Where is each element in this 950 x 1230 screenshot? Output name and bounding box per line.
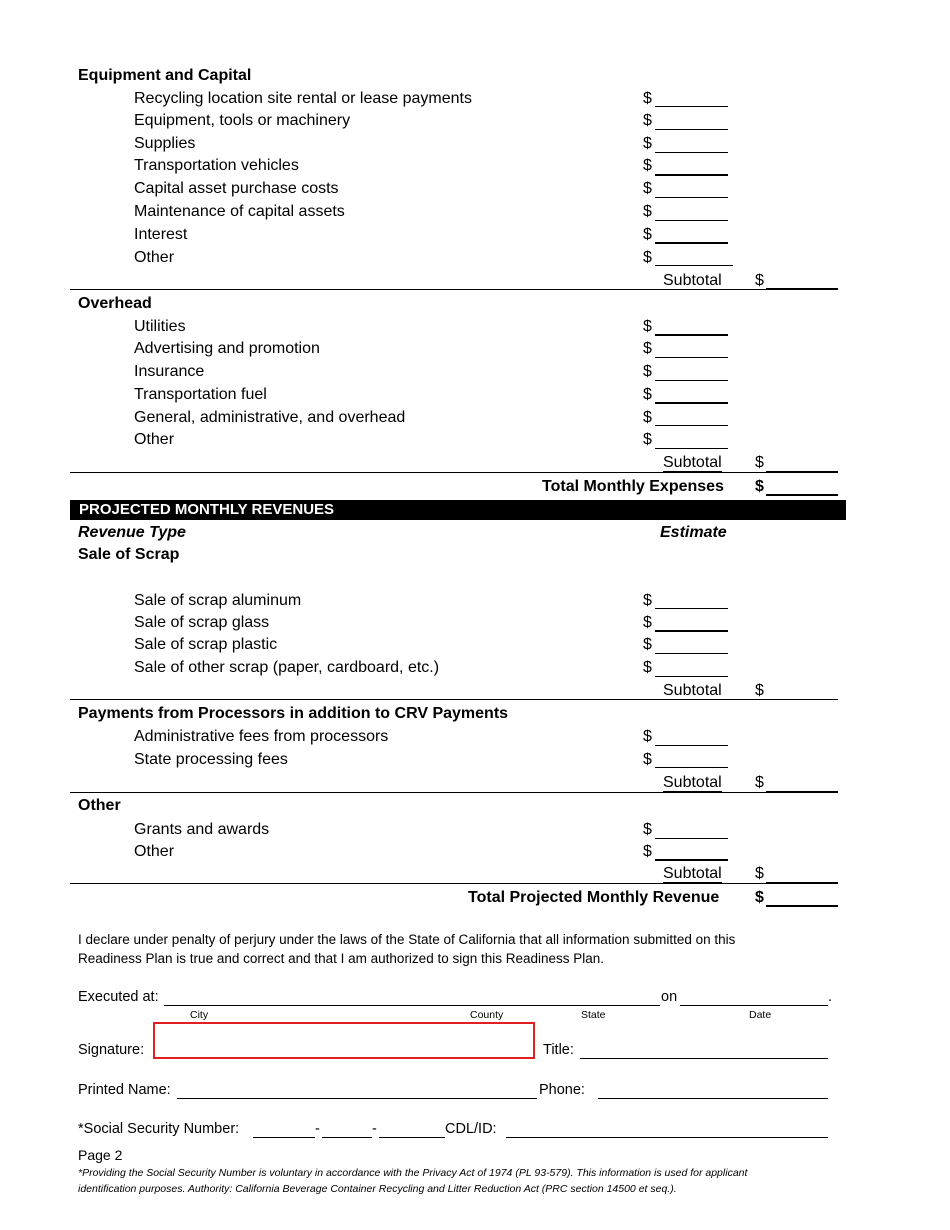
expense-label: Equipment, tools or machinery — [134, 112, 351, 129]
expense-label: Transportation vehicles — [134, 157, 299, 174]
amount-field-line[interactable] — [655, 653, 728, 654]
section-title-processors: Payments from Processors in addition to CRV Payments — [78, 705, 509, 722]
section-divider — [70, 472, 838, 473]
amount-field-line[interactable] — [655, 129, 728, 130]
dollar-sign: $ — [643, 112, 652, 129]
expense-label: Capital asset purchase costs — [134, 180, 339, 197]
expense-label: Recycling location site rental or lease payments — [134, 90, 472, 107]
executed-at-field[interactable] — [164, 1005, 660, 1006]
section-divider — [70, 883, 838, 884]
revenue-label: Administrative fees from processors — [134, 728, 389, 745]
column-header-revenue-type: Revenue Type — [78, 524, 186, 541]
signature-label: Signature: — [78, 1042, 145, 1058]
revenue-label: Sale of scrap plastic — [134, 636, 278, 653]
total-expenses-field-line[interactable] — [766, 494, 838, 496]
dollar-sign: $ — [643, 386, 652, 403]
amount-field-line[interactable] — [655, 152, 728, 153]
phone-field[interactable] — [598, 1098, 828, 1099]
dollar-sign: $ — [755, 272, 764, 289]
expense-label: Maintenance of capital assets — [134, 203, 345, 220]
ssn-dash: - — [372, 1121, 377, 1137]
total-revenue-label: Total Projected Monthly Revenue — [468, 889, 720, 906]
amount-field-line[interactable] — [655, 859, 728, 861]
amount-field-line[interactable] — [655, 402, 728, 404]
expense-label: Interest — [134, 226, 188, 243]
ssn-field-part1[interactable] — [253, 1137, 315, 1138]
dollar-sign: $ — [643, 340, 652, 357]
declaration-text — [78, 930, 838, 968]
date-caption: Date — [749, 1009, 772, 1021]
expense-label: General, administrative, and overhead — [134, 409, 406, 426]
section-divider — [70, 289, 838, 290]
amount-field-line[interactable] — [655, 767, 728, 768]
revenue-label: State processing fees — [134, 751, 288, 768]
dollar-sign: $ — [755, 774, 764, 791]
expense-label: Insurance — [134, 363, 205, 380]
ssn-field-part3[interactable] — [379, 1137, 445, 1138]
dollar-sign: $ — [755, 478, 764, 495]
ssn-label: *Social Security Number: — [78, 1121, 240, 1137]
ssn-field-part2[interactable] — [322, 1137, 372, 1138]
total-revenue-field-line[interactable] — [766, 905, 838, 907]
title-label: Title: — [543, 1042, 574, 1058]
dollar-sign: $ — [643, 226, 652, 243]
dollar-sign: $ — [643, 659, 652, 676]
total-expenses-label: Total Monthly Expenses — [542, 478, 724, 495]
state-caption: State — [581, 1009, 606, 1021]
dollar-sign: $ — [755, 889, 764, 906]
dollar-sign: $ — [643, 157, 652, 174]
expense-label: Transportation fuel — [134, 386, 267, 403]
on-label: on — [661, 989, 678, 1005]
amount-field-line[interactable] — [655, 425, 728, 426]
date-field[interactable] — [680, 1005, 828, 1006]
dollar-sign: $ — [643, 636, 652, 653]
declaration-line: Readiness Plan is true and correct and that I am authorized to sign this Readiness Plan. — [78, 951, 605, 966]
ssn-dash: - — [315, 1121, 320, 1137]
dollar-sign: $ — [643, 318, 652, 335]
dollar-sign: $ — [643, 363, 652, 380]
amount-field-line[interactable] — [655, 106, 728, 107]
printed-name-label: Printed Name: — [78, 1082, 171, 1098]
revenue-label: Sale of scrap aluminum — [134, 592, 302, 609]
cdl-field[interactable] — [506, 1137, 828, 1138]
dollar-sign: $ — [643, 843, 652, 860]
county-caption: County — [470, 1009, 504, 1021]
dollar-sign: $ — [643, 180, 652, 197]
title-field[interactable] — [580, 1058, 828, 1059]
section-title-overhead: Overhead — [78, 295, 152, 312]
amount-field-line[interactable] — [655, 608, 728, 609]
amount-field-line[interactable] — [655, 174, 728, 176]
column-header-estimate: Estimate — [660, 524, 727, 541]
subtotal-label: Subtotal — [663, 682, 722, 699]
dollar-sign: $ — [643, 135, 652, 152]
section-divider — [70, 699, 838, 700]
subtotal-label: Subtotal — [663, 272, 722, 289]
section-title-equipment: Equipment and Capital — [78, 67, 252, 84]
section-title-scrap: Sale of Scrap — [78, 546, 180, 563]
city-caption: City — [190, 1009, 209, 1021]
page-number: Page 2 — [78, 1147, 123, 1163]
revenue-label: Other — [134, 843, 175, 860]
executed-at-label: Executed at: — [78, 989, 159, 1005]
dollar-sign: $ — [643, 249, 652, 266]
period: . — [828, 989, 833, 1005]
amount-field-line[interactable] — [655, 448, 728, 449]
expense-label: Other — [134, 431, 175, 448]
amount-field-line[interactable] — [655, 380, 728, 381]
dollar-sign: $ — [755, 454, 764, 471]
amount-field-line[interactable] — [655, 630, 728, 632]
amount-field-line[interactable] — [655, 334, 728, 336]
dollar-sign: $ — [643, 728, 652, 745]
dollar-sign: $ — [643, 821, 652, 838]
amount-field-line[interactable] — [655, 838, 728, 839]
dollar-sign: $ — [643, 203, 652, 220]
phone-label: Phone: — [539, 1082, 585, 1098]
dollar-sign: $ — [643, 409, 652, 426]
dollar-sign: $ — [755, 865, 764, 882]
subtotal-label: Subtotal — [663, 774, 722, 791]
expense-label: Other — [134, 249, 175, 266]
revenue-label: Grants and awards — [134, 821, 270, 838]
dollar-sign: $ — [643, 90, 652, 107]
dollar-sign: $ — [643, 751, 652, 768]
cdl-label: CDL/ID: — [445, 1121, 497, 1137]
revenue-label: Sale of other scrap (paper, cardboard, etc.) — [134, 659, 440, 676]
amount-field-line[interactable] — [655, 745, 728, 746]
footnote — [78, 1165, 878, 1197]
subtotal-label: Subtotal — [663, 454, 722, 471]
footnote-line: *Providing the Social Security Number is voluntary in accordance with the Privacy Act of 1974 (PL 93-579). This information is used for applicant — [78, 1167, 748, 1179]
subtotal-label: Subtotal — [663, 865, 722, 882]
expense-label: Advertising and promotion — [134, 340, 320, 357]
revenues-header: PROJECTED MONTHLY REVENUES — [70, 500, 846, 520]
dollar-sign: $ — [755, 682, 764, 699]
dollar-sign: $ — [643, 592, 652, 609]
amount-field-line[interactable] — [655, 676, 728, 677]
amount-field-line[interactable] — [655, 357, 728, 358]
amount-field-line[interactable] — [655, 242, 728, 244]
declaration-line: I declare under penalty of perjury under the laws of the State of California that all information submitted on this — [78, 932, 736, 947]
dollar-sign: $ — [643, 431, 652, 448]
dollar-sign: $ — [643, 614, 652, 631]
revenue-label: Sale of scrap glass — [134, 614, 270, 631]
amount-field-line[interactable] — [655, 265, 733, 266]
printed-name-field[interactable] — [177, 1098, 537, 1099]
amount-field-line[interactable] — [655, 220, 728, 221]
section-divider — [70, 792, 838, 793]
signature-field[interactable] — [153, 1022, 535, 1059]
section-title-other: Other — [78, 797, 121, 814]
expense-label: Supplies — [134, 135, 196, 152]
footnote-line: identification purposes. Authority: California Beverage Container Recycling and Litter Reduction Act (PRC section 14500 et seq.). — [78, 1183, 677, 1195]
amount-field-line[interactable] — [655, 197, 728, 198]
expense-label: Utilities — [134, 318, 186, 335]
